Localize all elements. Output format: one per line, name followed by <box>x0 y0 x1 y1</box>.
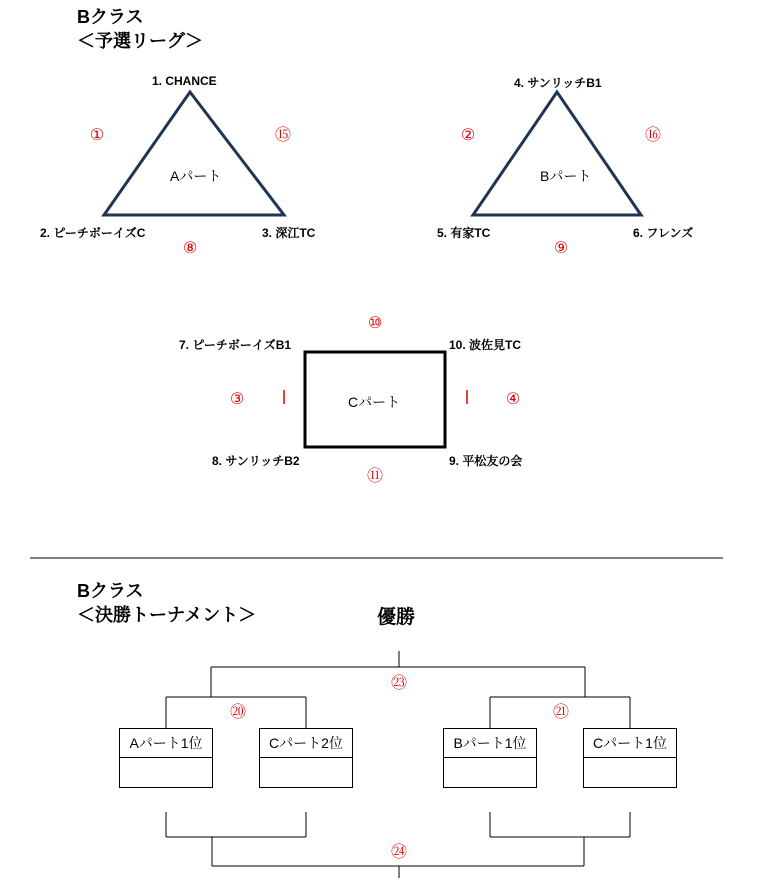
team-a-2: 2. ピーチボーイズC <box>40 226 146 240</box>
match-semi-right: ㉑ <box>552 704 569 721</box>
match-c-top: ⑩ <box>367 315 383 332</box>
slot-a-1st <box>119 728 213 788</box>
match-a-right: ⑮ <box>274 127 291 144</box>
match-b-right: ⑯ <box>644 127 661 144</box>
team-b-5: 5. 有家TC <box>437 226 491 240</box>
slot-label: Bパート1位 <box>444 729 536 758</box>
team-a-1: 1. CHANCE <box>152 74 217 88</box>
league-title: Bクラス <box>77 7 144 27</box>
match-b-bottom: ⑨ <box>553 240 569 257</box>
slot-c-2nd <box>259 728 353 788</box>
tournament-title: Bクラス <box>77 581 144 601</box>
part-c-label: Cパート <box>348 394 401 410</box>
slot-b-1st <box>443 728 537 788</box>
part-a-label: Aパート <box>170 168 222 184</box>
match-a-bottom: ⑧ <box>182 240 198 257</box>
slot-c-1st <box>583 728 677 788</box>
triangle-part-b <box>473 92 641 215</box>
league-subtitle: ＜予選リーグ＞ <box>77 31 203 51</box>
team-a-3: 3. 深江TC <box>262 226 316 240</box>
match-c-left: ③ <box>229 391 245 408</box>
team-c-10: 10. 波佐見TC <box>449 338 522 352</box>
match-final-upper: ㉓ <box>390 675 407 692</box>
match-c-bottom: ⑪ <box>366 468 383 485</box>
match-final-lower: ㉔ <box>390 844 407 861</box>
team-b-4: 4. サンリッチB1 <box>514 76 602 90</box>
team-b-6: 6. フレンズ <box>633 226 694 240</box>
slot-label: Cパート2位 <box>260 729 352 758</box>
slot-label: Aパート1位 <box>120 729 212 758</box>
team-c-7: 7. ピーチボーイズB1 <box>179 338 292 352</box>
match-semi-left: ⑳ <box>229 704 246 721</box>
part-b-label: Bパート <box>540 168 592 184</box>
match-a-left: ① <box>89 127 105 144</box>
slot-label: Cパート1位 <box>584 729 676 758</box>
match-c-right: ④ <box>505 391 521 408</box>
triangle-part-a <box>104 92 284 215</box>
match-b-left: ② <box>460 127 476 144</box>
tournament-subtitle: ＜決勝トーナメント＞ <box>77 605 257 625</box>
team-c-8: 8. サンリッチB2 <box>212 454 300 468</box>
team-c-9: 9. 平松友の会 <box>449 454 523 468</box>
champion-label: 優勝 <box>377 607 416 628</box>
